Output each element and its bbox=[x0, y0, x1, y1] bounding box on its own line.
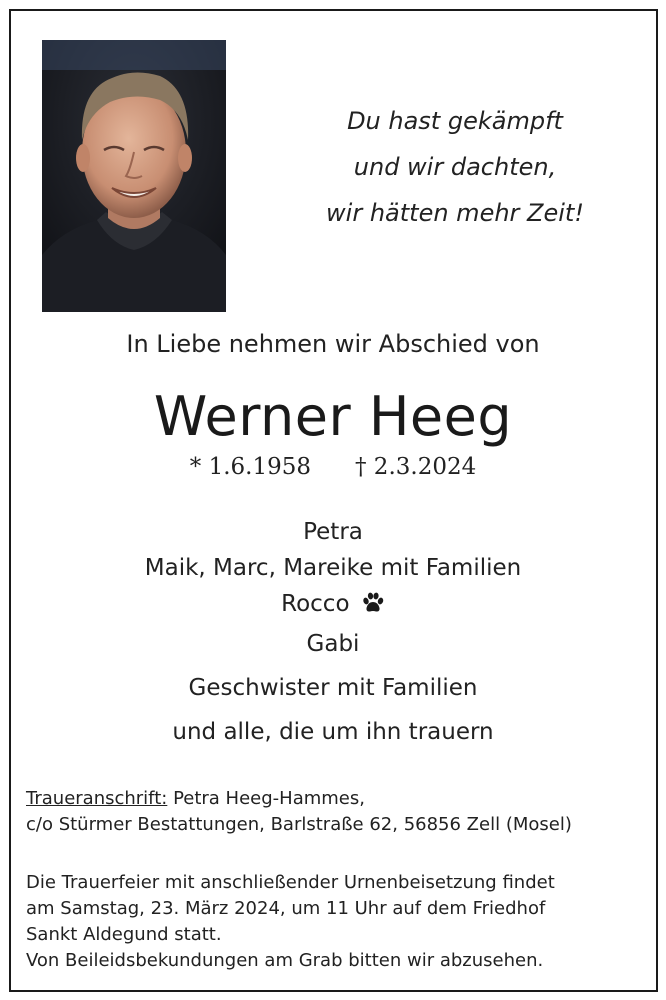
mourner-line: Petra bbox=[303, 519, 363, 545]
quote-line: wir hätten mehr Zeit! bbox=[326, 199, 584, 227]
notice-line: Sankt Aldegund statt. bbox=[26, 924, 222, 945]
quote-line: und wir dachten, bbox=[353, 153, 557, 181]
quote-line: Du hast gekämpft bbox=[347, 107, 563, 135]
address-line: Petra Heeg-Hammes, bbox=[173, 788, 365, 809]
notice-line: am Samstag, 23. März 2024, um 11 Uhr auf dem Friedhof bbox=[26, 898, 546, 919]
paw-print-icon bbox=[361, 590, 385, 626]
memorial-quote bbox=[280, 98, 630, 236]
notice-line: Von Beileidsbekundungen am Grab bitten wir abzusehen. bbox=[26, 950, 544, 971]
address-label: Traueranschrift: bbox=[26, 788, 168, 809]
farewell-intro: In Liebe nehmen wir Abschied von bbox=[126, 330, 540, 358]
mourner-line-pet bbox=[0, 586, 666, 622]
portrait-photo bbox=[42, 40, 226, 312]
mourner-pet-name: Rocco bbox=[281, 591, 350, 617]
mourning-address bbox=[26, 786, 646, 838]
mourner-line: Maik, Marc, Mareike mit Familien bbox=[144, 555, 522, 581]
address-line: c/o Stürmer Bestattungen, Barlstraße 62, 56856 Zell (Mosel) bbox=[26, 814, 572, 835]
death-date: † 2.3.2024 bbox=[355, 454, 477, 480]
life-dates bbox=[0, 454, 666, 480]
deceased-name: Werner Heeg bbox=[153, 385, 513, 448]
mourner-line: und alle, die um ihn trauern bbox=[172, 719, 494, 745]
mourner-line: Geschwister mit Familien bbox=[188, 675, 478, 701]
notice-line: Die Trauerfeier mit anschließender Urnenbeisetzung findet bbox=[26, 872, 555, 893]
birth-date: * 1.6.1958 bbox=[189, 454, 311, 480]
mourner-line: Gabi bbox=[306, 631, 360, 657]
mourners-list bbox=[0, 514, 666, 754]
ceremony-notice bbox=[26, 870, 646, 974]
